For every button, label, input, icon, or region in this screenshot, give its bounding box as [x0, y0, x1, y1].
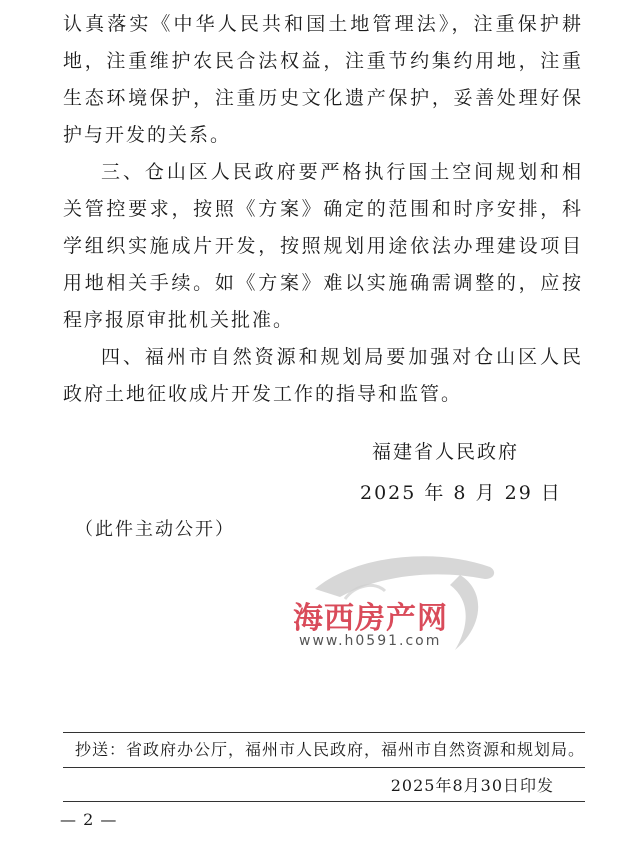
- issuing-organization: 福建省人民政府: [372, 441, 520, 463]
- page-number: — 2 —: [60, 810, 118, 829]
- print-date: 2025年8月30日印发: [390, 776, 554, 795]
- cc-line: [63, 737, 585, 760]
- footer-divider-bottom: [63, 801, 585, 802]
- paragraph-continuation: 认真落实《中华人民共和国土地管理法》，注重保护耕地，注重维护农民合法权益，注重节约集约用地，注重生态环境保护，注重历史文化遗产保护，妥善处理好保护与开发的关系。: [63, 13, 583, 146]
- issue-date: 2025 年 8 月 29 日: [360, 482, 562, 504]
- cc-recipients: 省政府办公厅，福州市人民政府，福州市自然资源和规划局。: [126, 740, 586, 759]
- watermark-site-url: www.h0591.com: [299, 633, 442, 649]
- paragraph-item-3: 三、仓山区人民政府要严格执行国土空间规划和相关管控要求，按照《方案》确定的范围和时序安排，科学组织实施成片开发，按照规划用途依法办理建设项目用地相关手续。如《方案》难以实施确需调整的，应按程序报原审批机关批准。: [63, 161, 583, 331]
- footer-divider-top: [63, 732, 585, 733]
- cc-label: 抄送：: [75, 740, 127, 759]
- signature-block: [0, 437, 640, 517]
- watermark-site-name: 海西房产网: [293, 601, 448, 636]
- document-body: [63, 6, 583, 413]
- watermark: [285, 545, 510, 660]
- paragraph-item-4: 四、福州市自然资源和规划局要加强对仓山区人民政府土地征收成片开发工作的指导和监管。: [63, 346, 583, 405]
- public-disclosure-note: （此件主动公开）: [75, 519, 235, 540]
- footer-divider-middle: [63, 767, 585, 768]
